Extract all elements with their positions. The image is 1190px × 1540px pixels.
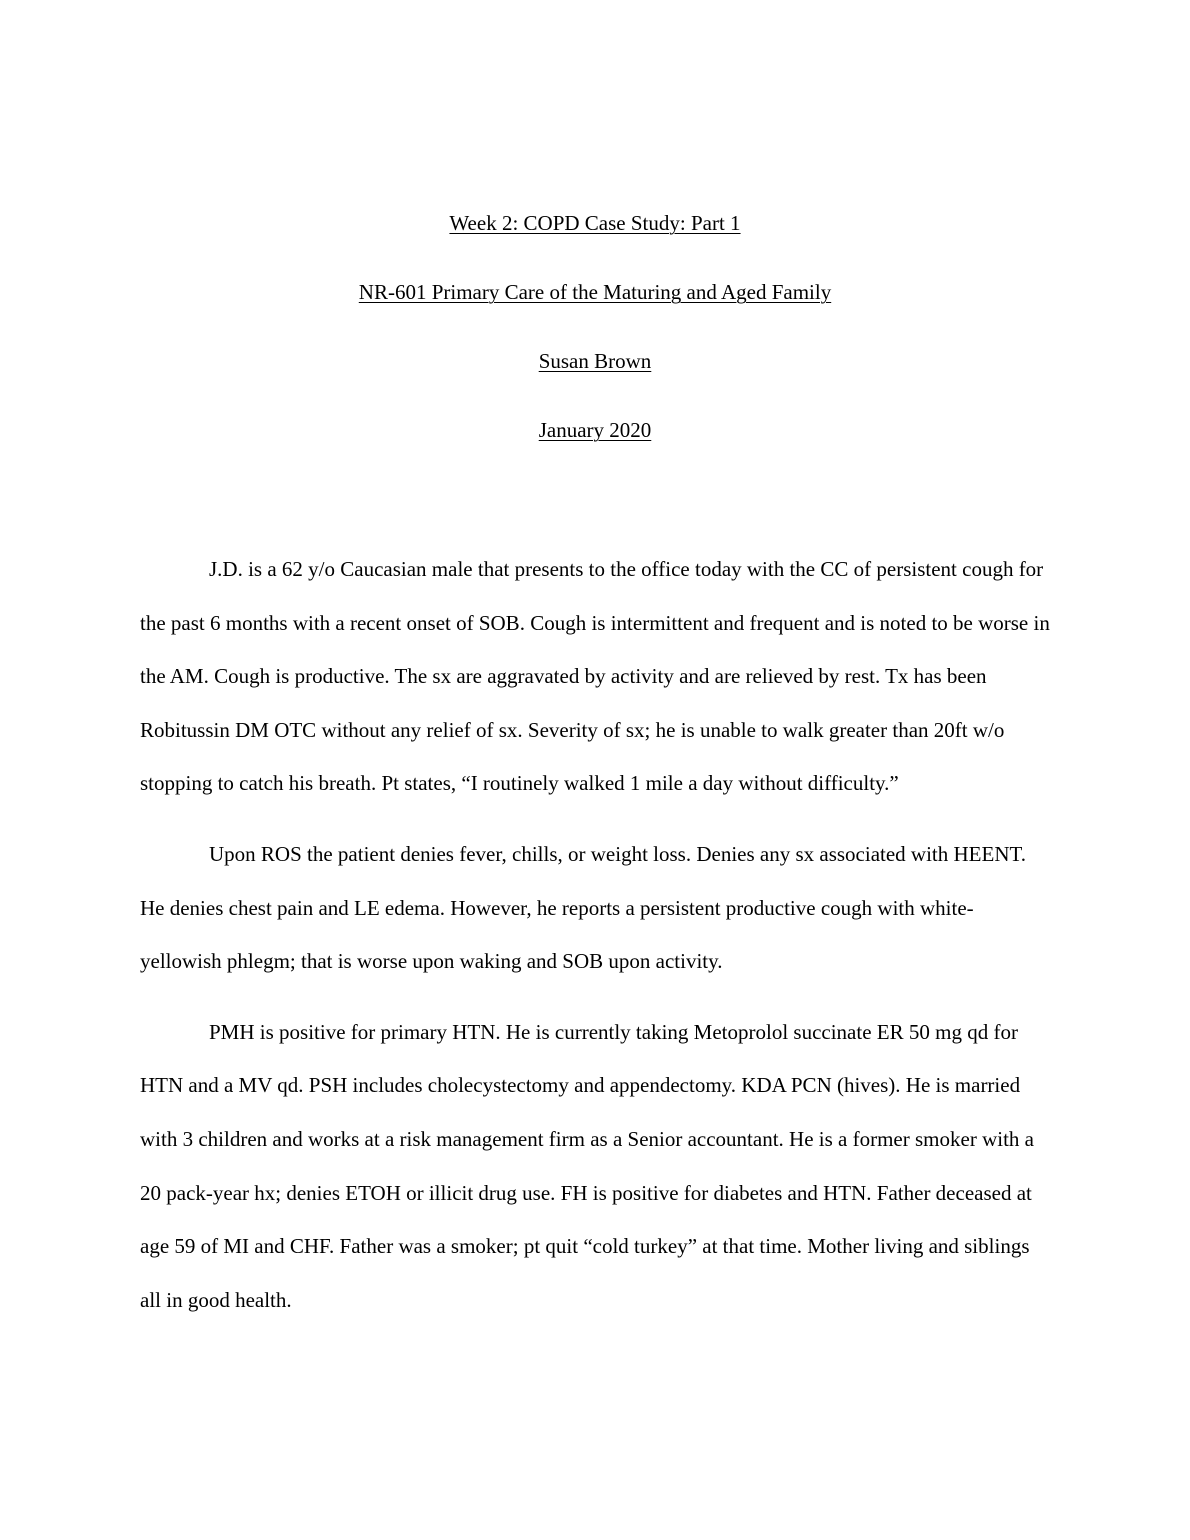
paper-date-text: January 2020 <box>538 418 652 442</box>
author-name <box>0 344 1190 378</box>
author-name-text: Susan Brown <box>538 349 652 373</box>
paper-title <box>0 206 1190 240</box>
paragraph-review-of-systems: Upon ROS the patient denies fever, chills, or weight loss. Denies any sx associated with HEENT. He denies chest pain and LE edema. However, he reports a persistent productive cough with white-yellowish phlegm; that is worse upon waking and SOB upon activity. <box>140 841 1027 974</box>
paragraph-medical-history: PMH is positive for primary HTN. He is currently taking Metoprolol succinate ER 50 mg qd for HTN and a MV qd. PSH includes cholecystectomy and appendectomy. KDA PCN (hives). He is married with 3 children and works at a risk management firm as a Senior accountant. He is a former smoker with a 20 pack-year hx; denies ETOH or illicit drug use. FH is positive for diabetes and HTN. Father deceased at age 59 of MI and CHF. Father was a smoker; pt quit “cold turkey” at that time. Mother living and siblings all in good health. <box>140 1019 1034 1312</box>
paper-date <box>0 413 1190 447</box>
title-block <box>0 206 1190 482</box>
paragraph-history-present-illness: J.D. is a 62 y/o Caucasian male that presents to the office today with the CC of persistent cough for the past 6 months with a recent onset of SOB. Cough is intermittent and frequent and is noted to be worse in the AM. Cough is productive. The sx are aggravated by activity and are relieved by rest. Tx has been Robitussin DM OTC without any relief of sx. Severity of sx; he is unable to walk greater than 20ft w/o stopping to catch his breath. Pt states, “I routinely walked 1 mile a day without difficulty.” <box>140 557 1050 796</box>
paper-title-text: Week 2: COPD Case Study: Part 1 <box>449 211 741 235</box>
course-name <box>0 275 1190 309</box>
body-text <box>140 543 1050 1344</box>
course-name-text: NR-601 Primary Care of the Maturing and Aged Family <box>358 280 832 304</box>
